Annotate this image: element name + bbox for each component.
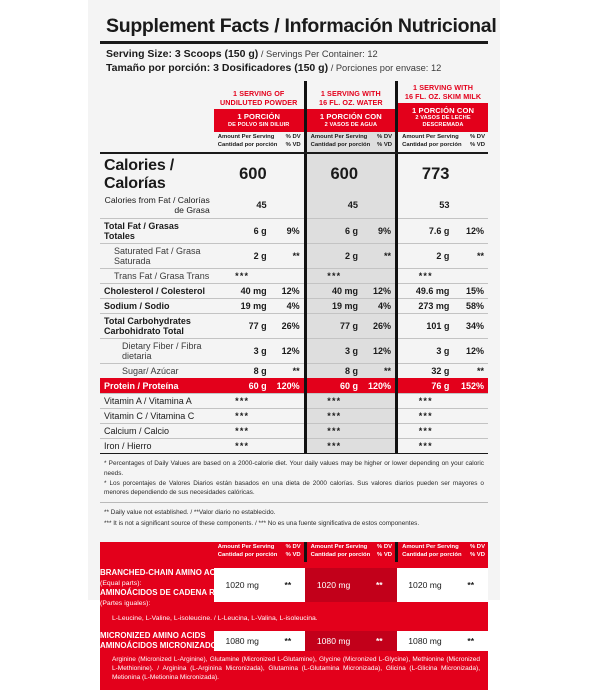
- nutrient-dv: 15%: [453, 283, 488, 298]
- nutrient-dv: [453, 423, 488, 438]
- nutrient-label: Cholesterol / Colesterol: [100, 283, 214, 298]
- footnote-dv-es: * Los porcentajes de Valores Diarios están basados en una dieta de 2000 calorías. Sus valores diarios pueden ser mayores o menores dependiendo de sus necesidades calóricas.: [104, 479, 484, 497]
- nutrient-dv: 26%: [362, 313, 397, 338]
- nutrient-amount: 32 g: [397, 363, 454, 378]
- column-header-water: [305, 81, 396, 133]
- footnotes: [100, 454, 488, 502]
- nutrient-amount: 3 g: [397, 338, 454, 363]
- bcaa-filler: [214, 602, 488, 609]
- bcaa-label: BRANCHED-CHAIN AMINO ACIDS (Equal parts): AMINOÁCIDOS DE CADENA RAMIFICADA (Partes iguales):: [100, 567, 260, 608]
- nutrient-dv: [453, 393, 488, 408]
- nutrient-dv: 12%: [271, 338, 306, 363]
- table-row: [100, 393, 488, 408]
- nutrient-label: Saturated Fat / Grasa Saturada: [100, 243, 214, 268]
- nutrient-amount: 8 g: [305, 363, 362, 378]
- nutrient-dv: 9%: [271, 218, 306, 243]
- column-header-water-es: 1 PORCIÓN CON 2 VASOS DE AGUA: [307, 109, 395, 132]
- amino-subheader-spacer: [100, 542, 214, 562]
- serving-size-en-bold: Serving Size: 3 Scoops (150 g): [106, 47, 259, 60]
- table-row: [100, 378, 488, 393]
- calories-label: Calories / Calorías: [104, 156, 175, 192]
- nutrient-amount: ***: [305, 438, 362, 453]
- micronized-value-col1: 1080 mg: [214, 631, 271, 651]
- nutrient-dv: 120%: [271, 378, 306, 393]
- calories-from-fat-col1: 45: [256, 199, 267, 210]
- column-header-milk-es: 1 PORCIÓN CON 2 VASOS DE LECHE DESCREMADA: [398, 103, 488, 133]
- dv-label-col1: % DV % VD: [285, 134, 301, 149]
- bcaa-value-col3: 1020 mg: [397, 568, 454, 602]
- nutrient-amount: 7.6 g: [397, 218, 454, 243]
- cff-dv-col1: [271, 195, 306, 219]
- nutrient-dv: [362, 408, 397, 423]
- nutrient-amount: 19 mg: [214, 298, 271, 313]
- nutrient-amount: ***: [397, 268, 454, 283]
- nutrient-amount: 77 g: [305, 313, 362, 338]
- nutrient-dv: 26%: [271, 313, 306, 338]
- nutrient-dv: [271, 268, 306, 283]
- table-row: [100, 218, 488, 243]
- amino-amount-label-col1: Amount Per Serving Cantidad por porción: [217, 544, 278, 558]
- bcaa-value-col1: 1020 mg: [214, 568, 271, 602]
- calories-from-fat-col2: 45: [305, 195, 362, 219]
- table-row: [100, 298, 488, 313]
- nutrient-label: Trans Fat / Grasa Trans: [100, 268, 214, 283]
- calories-row: [100, 154, 488, 195]
- column-header-milk: [397, 81, 488, 133]
- nutrient-amount: 40 mg: [214, 283, 271, 298]
- nutrient-amount: 77 g: [214, 313, 271, 338]
- serving-size-es-bold: Tamaño por porción: 3 Dosificadores (150 g): [106, 61, 329, 74]
- table-row: [100, 313, 488, 338]
- nutrient-label: Vitamin A / Vitamina A: [100, 393, 214, 408]
- amount-label-col1: Amount Per Serving Cantidad por porción: [217, 134, 278, 149]
- amino-amount-label-col3: Amount Per Serving Cantidad por porción: [402, 544, 462, 558]
- nutrient-amount: ***: [305, 393, 362, 408]
- header-spacer: [100, 81, 214, 133]
- nutrient-amount: 76 g: [397, 378, 454, 393]
- nutrient-dv: 4%: [362, 298, 397, 313]
- nutrient-amount: ***: [397, 438, 454, 453]
- nutrient-amount: ***: [397, 393, 454, 408]
- column-header-powder-es: 1 PORCIÓN DE POLVO SIN DILUIR: [214, 109, 304, 132]
- table-row: [100, 363, 488, 378]
- subheader-spacer: [100, 132, 214, 152]
- column-header-water-en: 1 SERVING WITH 16 FL. OZ. WATER: [318, 89, 383, 108]
- nutrient-dv: [362, 423, 397, 438]
- micronized-value-col2: 1080 mg: [305, 631, 362, 651]
- nutrient-dv: 58%: [453, 298, 488, 313]
- calories-from-fat-label: Calories from Fat / Calorías de Grasa: [104, 194, 210, 215]
- calories-value-col1: 600: [239, 165, 267, 184]
- servings-per-container-es: / Porciones por envase: 12: [328, 62, 442, 73]
- footnotes-symbols: [100, 503, 488, 533]
- page-title: Supplement Facts / Información Nutricional: [106, 15, 497, 37]
- nutrient-amount: 6 g: [305, 218, 362, 243]
- amino-dv-label-col1: % DV % VD: [285, 544, 301, 558]
- table-row: [100, 408, 488, 423]
- nutrient-amount: 40 mg: [305, 283, 362, 298]
- nutrient-label: Calcium / Calcio: [100, 423, 214, 438]
- nutrient-amount: ***: [214, 423, 271, 438]
- cff-dv-col3: [453, 195, 488, 219]
- dv-label-col3: % DV % VD: [469, 134, 485, 149]
- nutrient-dv: 12%: [362, 283, 397, 298]
- nutrient-amount: 2 g: [397, 243, 454, 268]
- nutrient-rows: [100, 218, 488, 453]
- micronized-row: [100, 631, 488, 651]
- nutrient-amount: ***: [305, 408, 362, 423]
- nutrient-amount: 3 g: [214, 338, 271, 363]
- table-row: [100, 423, 488, 438]
- nutrient-dv: 12%: [453, 338, 488, 363]
- nutrient-dv: 12%: [271, 283, 306, 298]
- nutrient-amount: ***: [214, 393, 271, 408]
- serving-size-en: [106, 48, 488, 62]
- serving-info: [100, 44, 488, 81]
- supplement-facts-panel: [88, 0, 500, 682]
- nutrient-label: Total Fat / Grasas Totales: [100, 218, 214, 243]
- nutrient-amount: ***: [397, 423, 454, 438]
- bcaa-ingredients: L-Leucine, L-Valine, L-isoleucine. / L-Leucina, L-Valina, L-isoleucina.: [112, 614, 318, 622]
- nutrient-amount: ***: [305, 268, 362, 283]
- nutrient-amount: ***: [397, 408, 454, 423]
- nutrient-label: Vitamin C / Vitamina C: [100, 408, 214, 423]
- micronized-label: MICRONIZED AMINO ACIDS AMINOÁCIDOS MICRONIZADOS: [100, 630, 223, 650]
- calories-from-fat-col3: 53: [439, 199, 450, 210]
- nutrient-amount: 3 g: [305, 338, 362, 363]
- calories-dv-col3: [453, 154, 488, 195]
- nutrient-dv: 12%: [362, 338, 397, 363]
- nutrient-amount: 2 g: [214, 243, 271, 268]
- nutrient-amount: 19 mg: [305, 298, 362, 313]
- table-row: [100, 243, 488, 268]
- nutrient-dv: 34%: [453, 313, 488, 338]
- nutrient-dv: [271, 438, 306, 453]
- nutrient-dv: **: [453, 363, 488, 378]
- amino-subheader-row: [100, 542, 488, 562]
- footnote-not-significant: *** It is not a significant source of these components. / *** No es una fuente significativa de estos componentes.: [104, 519, 420, 527]
- bcaa-dv-col1: **: [271, 568, 306, 602]
- nutrient-dv: [362, 438, 397, 453]
- nutrient-dv: 152%: [453, 378, 488, 393]
- nutrient-amount: 273 mg: [397, 298, 454, 313]
- nutrient-amount: 101 g: [397, 313, 454, 338]
- nutrient-amount: 60 g: [214, 378, 271, 393]
- nutrient-dv: [271, 408, 306, 423]
- column-header-powder-en: 1 SERVING OF UNDILUTED POWDER: [219, 89, 298, 108]
- nutrient-dv: [362, 393, 397, 408]
- serving-size-es: [106, 62, 488, 76]
- nutrient-dv: **: [271, 243, 306, 268]
- nutrient-dv: [453, 268, 488, 283]
- servings-per-container-en: / Servings Per Container: 12: [258, 48, 378, 59]
- nutrient-label: Sodium / Sodio: [100, 298, 214, 313]
- nutrient-label: Protein / Proteína: [100, 378, 214, 393]
- nutrient-amount: 49.6 mg: [397, 283, 454, 298]
- bcaa-dv-col3: **: [453, 568, 488, 602]
- nutrient-amount: 60 g: [305, 378, 362, 393]
- calories-value-col3: 773: [421, 165, 450, 184]
- nutrient-label: Total Carbohydrates Carbohidrato Total: [100, 313, 214, 338]
- amount-subheader-row: [100, 132, 488, 152]
- nutrient-dv: [362, 268, 397, 283]
- nutrient-label: Iron / Hierro: [100, 438, 214, 453]
- table-row: [100, 268, 488, 283]
- nutrient-dv: [453, 438, 488, 453]
- micronized-value-col3: 1080 mg: [397, 631, 454, 651]
- calories-dv-col2: [362, 154, 397, 195]
- footnote-dv-en: * Percentages of Daily Values are based on a 2000-calorie diet. Your daily values may be higher or lower depending on your caloric needs.: [104, 460, 484, 477]
- column-header-milk-en: 1 SERVING WITH 16 FL. OZ. SKIM MILK: [404, 82, 482, 101]
- micronized-table: [100, 631, 488, 651]
- micronized-dv-col3: **: [453, 631, 488, 651]
- nutrient-amount: 6 g: [214, 218, 271, 243]
- nutrient-dv: [271, 423, 306, 438]
- nutrient-dv: 9%: [362, 218, 397, 243]
- nutrient-amount: ***: [214, 268, 271, 283]
- amino-dv-label-col2: % DV % VD: [362, 542, 397, 562]
- table-row: [100, 283, 488, 298]
- nutrient-dv: 4%: [271, 298, 306, 313]
- calories-value-col2: 600: [305, 154, 362, 195]
- table-row: [100, 338, 488, 363]
- table-row: [100, 438, 488, 453]
- bcaa-row: [100, 568, 488, 602]
- calories-dv-col1: [271, 154, 306, 195]
- column-header-powder: [214, 81, 305, 133]
- micronized-dv-col2: **: [362, 631, 397, 651]
- nutrient-amount: 8 g: [214, 363, 271, 378]
- nutrient-dv: 120%: [362, 378, 397, 393]
- nutrient-amount: ***: [214, 438, 271, 453]
- nutrient-dv: [453, 408, 488, 423]
- nutrient-dv: [271, 393, 306, 408]
- amount-label-col3: Amount Per Serving Cantidad por porción: [402, 134, 462, 149]
- nutrient-label: Sugar/ Azúcar: [100, 363, 214, 378]
- amino-table: [100, 542, 488, 609]
- serving-column-headers: [100, 81, 488, 133]
- nutrient-dv: **: [271, 363, 306, 378]
- nutrient-label: Dietary Fiber / Fibra dietaria: [100, 338, 214, 363]
- nutrient-dv: **: [362, 363, 397, 378]
- micronized-dv-col1: **: [271, 631, 306, 651]
- micronized-ingredients: Arginine (Micronized L-Arginine), Glutamine (Micronized L-Glutamine), Glycine (Micronized L-Glycine), Methionine (Micronized L-Methionine). / Arginina (L-Arginina Micronizada), Glutamina (L-Glutamina Micronizada), Glicina (L-Glicina Micronizada), Metionina (L-Metionina Micronizada).: [112, 655, 480, 682]
- nutrient-amount: 2 g: [305, 243, 362, 268]
- amino-amount-label-col2: Amount Per Serving Cantidad por porción: [305, 542, 362, 562]
- bcaa-dv-col2: **: [362, 568, 397, 602]
- footnote-not-established: ** Daily value not established. / **Valor diario no establecido.: [104, 509, 276, 517]
- dv-label-col2: % DV % VD: [362, 132, 397, 152]
- nutrient-dv: **: [362, 243, 397, 268]
- cff-dv-col2: [362, 195, 397, 219]
- amino-dv-label-col3: % DV % VD: [469, 544, 485, 558]
- nutrient-amount: ***: [214, 408, 271, 423]
- nutrient-dv: **: [453, 243, 488, 268]
- nutrient-amount: ***: [305, 423, 362, 438]
- calories-from-fat-row: [100, 195, 488, 219]
- amino-acid-panel: [100, 542, 488, 690]
- bcaa-value-col2: 1020 mg: [305, 568, 362, 602]
- amount-label-col2: Amount Per Serving Cantidad por porción: [305, 132, 362, 152]
- nutrient-dv: 12%: [453, 218, 488, 243]
- nutrition-table: [100, 81, 488, 453]
